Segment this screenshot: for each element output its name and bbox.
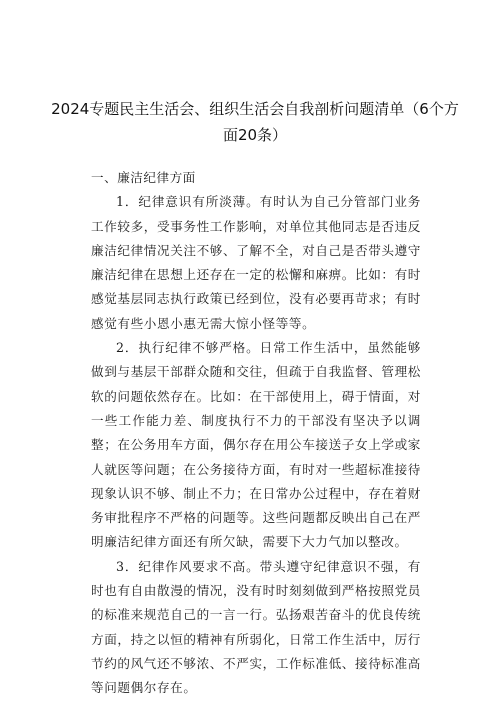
document-title-line2: 面20条） xyxy=(222,126,288,144)
paragraph-3: 3．纪律作风要求不高。带头遵守纪律意识不强，有时也有自由散漫的情况，没有时时刻刻做到严格按照党员的标准来规范自己的一言一行。弘扬艰苦奋斗的优良传统方面，持之以恒的精神有所弱化，日常工作生活中，厉行节约的风气还不够浓、不严实，工作标准低、接待标准高等问题偶尔存在。 xyxy=(91,558,421,696)
paragraph-2: 2．执行纪律不够严格。日常工作生活中，虽然能够做到与基层干部群众随和交往，但疏于自我监督、管理松软的问题依然存在。比如：在干部使用上，碍于情面，对一些工作能力差、制度执行不力的干部没有坚决予以调整；在公务用车方面，偶尔存在用公车接送子女上学或家人就医等问题；在公务接待方面，有时对一些超标准接待现象认识不够、制止不力；在日常办公过程中，存在着财务审批程序不严格的问题等。这些问题都反映出自己在严明廉洁纪律方面还有所欠缺，需要下大力气加以整改。 xyxy=(91,340,421,550)
document-body xyxy=(91,166,421,701)
document-title xyxy=(40,96,470,148)
document-title-line1: 2024专题民主生活会、组织生活会自我剖析问题清单（6个方 xyxy=(51,100,459,118)
section-heading: 一、廉洁纪律方面 xyxy=(91,170,196,185)
paragraph-1: 1．纪律意识有所淡薄。有时认为自己分管部门业务工作较多，受事务性工作影响，对单位其他同志是否违反廉洁纪律情况关注不够、了解不全，对自己是否带头遵守廉洁纪律在思想上还存在一定的松懈和麻痹。比如：有时感觉基层同志执行政策已经到位，没有必要再苛求；有时感觉有些小恩小惠无需大惊小怪等等。 xyxy=(91,194,421,331)
